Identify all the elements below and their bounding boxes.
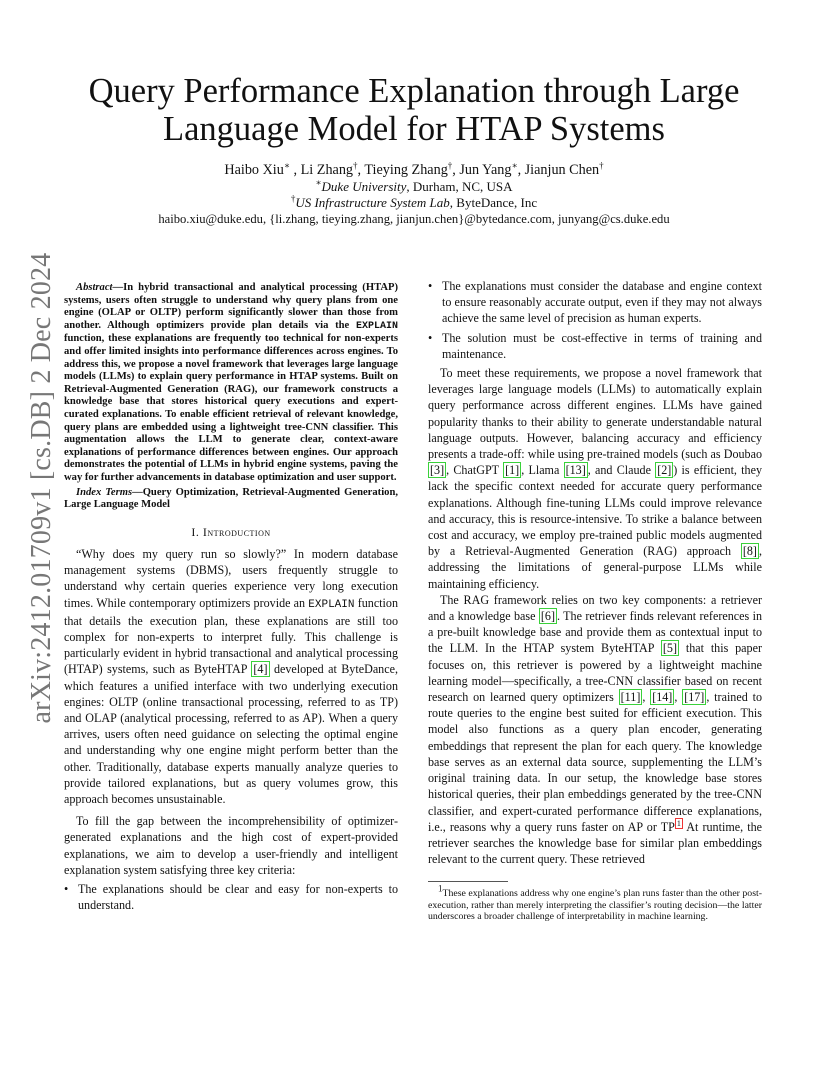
list-item: • The explanations should be clear and easy for non-experts to understand.	[64, 881, 398, 913]
citation-link[interactable]: [11]	[620, 690, 641, 705]
citation-link[interactable]: [4]	[253, 662, 268, 677]
intro-paragraph: “Why does my query run so slowly?” In modern database management systems (DBMS), users frequently struggle to understand why certain queries experience very long execution times. While contemporary optimizers provide an EXPLAIN function that details the execution plan, these explanations are still too complex for non-experts to interpret fully. This challenge is particularly evident in hybrid transactional and analytical processing (HTAP) systems, such as ByteHTAP [4] developed at ByteDance, which features a unified interface with two underlying execution engines: OLTP (online transactional processing, referred to as TP) and OLAP (analytical processing, referred to as AP). When a query arrives, users often need guidance on selecting the optimal engine and understanding why one engine might perform better than the other. Traditionally, database experts manually analyze queries to provide tailored explanations, but as query volumes grow, this approach becomes unsustainable.	[64, 546, 398, 806]
left-column	[64, 282, 398, 916]
author-name: Jianjun Chen	[524, 162, 600, 178]
list-item: • The explanations must consider the database and engine context to ensure reasonably accurate output, even if they may not always achieve the same level of precision as human experts.	[428, 279, 762, 326]
abstract-label: Abstract	[76, 282, 113, 293]
author-name: Li Zhang	[300, 162, 354, 178]
author-block	[70, 162, 758, 227]
paper-title: Query Performance Explanation through Large Language Model for HTAP Systems	[88, 72, 740, 148]
author-emails: haibo.xiu@duke.edu, {li.zhang, tieying.zhang, jianjun.chen}@bytedance.com, junyang@cs.duke.edu	[158, 212, 670, 226]
author-name: Haibo Xiu	[224, 162, 284, 178]
intro-paragraph: To meet these requirements, we propose a novel framework that leverages large language models (LLMs) to automatically explain query performance across different engines. LLMs have gained popularity thanks to their ability to generate understandable natural language outputs. However, balancing accuracy and efficiency presents a trade-off: while using pre-trained models (such as Doubao [3] , ChatGPT [1] , Llama [13] , and Claude [2] ) is efficient, they lack the specific context needed for accurate query performance explanations. Although fine-tuning LLMs could improve relevance and accuracy, this is resource-intensive. To strike a balance between cost and accuracy, we employ pre-trained public models augmented by a Retrieval-Augmented Generation (RAG) approach [8] , addressing the limitations of general-purpose LLMs while maintaining efficiency.	[428, 366, 763, 591]
citation-link[interactable]: [6]	[540, 609, 555, 624]
intro-paragraph: The RAG framework relies on two key components: a retriever and a knowledge base [6] . The retriever finds relevant references in a pre-built knowledge base and provide them as contextual input to the LLM. In the HTAP system ByteHTAP [5] that this paper focuses on, this retriever is powered by a lightweight machine learning model—specifically, a tree-CNN classifier based on recent research on learned query optimizers [11] , [14] , [17] , trained to route queries to the engine best suited for efficient execution. This model also functions as a query plan encoder, generating embeddings that represent the plan for each query. The knowledge base serves as an external data source, supplementing the LLM’s original training data. In our setup, the knowledge base stores historical queries, their plan embeddings generated by the tree-CNN classifier, and expert-curated performance difference explanations, i.e., reasons why a query runs faster on AP or TP $^1$ At runtime, the retriever searches the knowledge base for similar plan embeddings relevant to the current query. These retrieved	[428, 592, 762, 867]
abstract: Abstract—In hybrid transactional and analytical processing (HTAP) systems, users often struggle to understand why query plans from one engine (OLAP or OLTP) perform significantly slower than those from another. Although optimizers provide plan details via the EXPLAIN function, these explanations are frequently too technical for non-experts and offer limited insights into performance differences across engines. To address this, we propose a novel framework that leverages large language models (LLMs) to explain query performance in HTAP systems. Built on Retrieval-Augmented Generation (RAG), our framework constructs a knowledge base that stores historical query executions and expert-curated explanations. To enable efficient retrieval of relevant knowledge, query plans are embedded using a lightweight tree-CNN classifier. This augmentation allows the LLM to generate clear, context-aware explanations of performance differences between engines. Our approach demonstrates the potential of LLMs in hybrid engine systems, paving the way for further advancements in database optimization and user support.	[64, 282, 398, 483]
citation-link[interactable]: [14]	[652, 690, 673, 705]
author-name: Jun Yang	[459, 162, 512, 178]
criteria-list	[64, 881, 398, 913]
citation-link[interactable]: [5]	[662, 641, 677, 656]
author-name: Tieying Zhang	[364, 162, 448, 178]
affiliation-2: †US Infrastructure System Lab, ByteDance, Inc	[290, 193, 538, 210]
footnote-separator	[428, 881, 508, 882]
citation-link[interactable]: [8]	[742, 544, 757, 559]
index-terms-label: Index Terms	[76, 486, 133, 498]
citation-link[interactable]: [3]	[430, 463, 445, 478]
index-terms: Index Terms—Query Optimization, Retrieval-Augmented Generation, Large Language Model	[64, 486, 398, 511]
footnote: $^1$These explanations address why one engine’s plan runs faster than the other post-execution, rather than merely interpreting the classifier’s routing decision—the latter underscores a broader challenge of interpretability in machine learning.	[428, 884, 762, 923]
right-column	[428, 278, 762, 923]
citation-link[interactable]: [2]	[657, 463, 672, 478]
arxiv-identifier-text: arXiv:2412.01709v1 [cs.DB] 2 Dec 2024	[26, 252, 57, 724]
intro-paragraph: To fill the gap between the incomprehensibility of optimizer-generated explanations and the high cost of expert-provided explanations, we aim to develop a user-friendly and intelligent explanation system satisfying three key criteria:	[64, 814, 398, 877]
criteria-list-continued	[428, 278, 762, 362]
arxiv-identifier	[20, 252, 64, 724]
affiliation-1: ∗Duke University, Durham, NC, USA	[315, 177, 513, 194]
list-item: • The solution must be cost-effective in terms of training and maintenance.	[428, 330, 762, 361]
footnote-link[interactable]: 1	[676, 818, 681, 828]
citation-link[interactable]: [17]	[684, 690, 705, 705]
author-list: Haibo Xiu∗ , Li Zhang†, Tieying Zhang†, Jun Yang∗, Jianjun Chen†	[224, 160, 604, 178]
citation-link[interactable]: [1]	[505, 463, 520, 478]
citation-link[interactable]: [13]	[565, 463, 586, 478]
section-heading-introduction: I. Introduction	[191, 524, 271, 539]
